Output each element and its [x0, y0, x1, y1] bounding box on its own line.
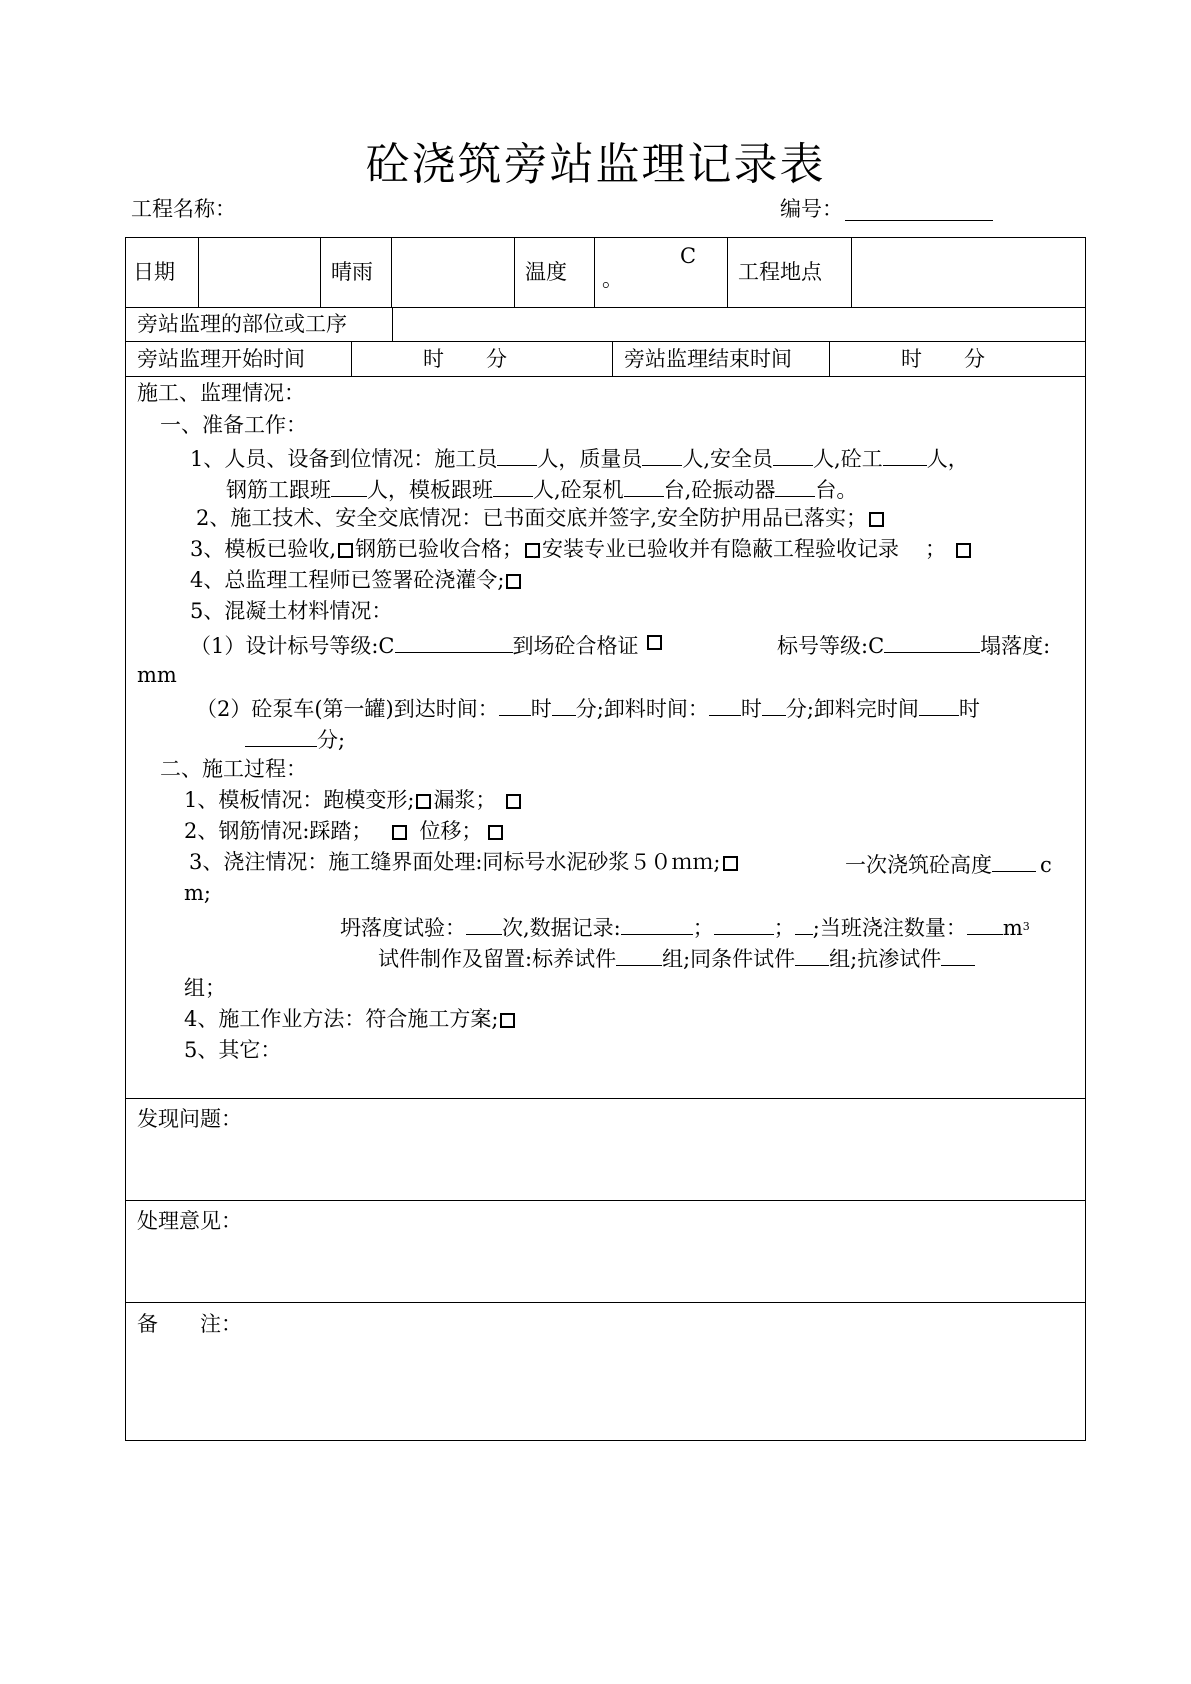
location-label: 工程地点	[738, 260, 822, 284]
pump-arrival-line-2: 分;	[245, 724, 345, 753]
temperature-unit-c: C	[680, 244, 697, 268]
issues-found-field[interactable]	[127, 1136, 1083, 1198]
rebar-situation-line: 2、钢筋情况:踩踏； 位移；	[184, 818, 505, 844]
page-title: 砼浇筑旁站监理记录表	[365, 139, 826, 190]
supervision-part-field[interactable]	[394, 309, 1083, 339]
start-time-field[interactable]: 时 分	[423, 347, 507, 371]
pouring-situation-line: 3、浇注情况：施工缝界面处理:同标号水泥砂浆５０ｍｍ;	[189, 849, 740, 875]
section-process-heading: 二、施工过程：	[160, 757, 307, 781]
personnel-line-2: 钢筋工跟班 人，模板跟班 人,砼泵机 台,砼振动器 台。	[226, 474, 857, 503]
specimen-unit: 组；	[184, 976, 226, 1000]
end-time-label: 旁站监理结束时间	[624, 347, 792, 371]
blank-rebar-worker-count[interactable]	[331, 474, 367, 497]
handling-opinion-field[interactable]	[127, 1238, 1083, 1300]
blank-pour-height[interactable]	[992, 849, 1036, 872]
weather-field[interactable]	[393, 239, 512, 305]
blank-slump-test-count[interactable]	[466, 912, 502, 935]
formwork-situation-line: 1、模板情况：跑模变形; 漏浆；	[184, 787, 523, 813]
blank-unload-end-minute[interactable]	[245, 724, 317, 747]
grade-slump-line: 标号等级:C 塌落度:	[777, 630, 1050, 659]
pour-height-unit: m;	[184, 881, 211, 905]
situation-heading: 施工、监理情况：	[137, 381, 305, 405]
number-field[interactable]	[845, 220, 993, 221]
pump-arrival-line: （2）砼泵车(第一罐)到达时间： 时 分;卸料时间： 时 分;卸料完时间 时	[196, 693, 980, 722]
technical-briefing-checkbox[interactable]	[869, 512, 884, 527]
blank-data-record-2[interactable]	[714, 912, 774, 935]
pouring-order-checkbox[interactable]	[506, 574, 521, 589]
issues-found-label: 发现问题：	[137, 1107, 242, 1131]
blank-constructor-count[interactable]	[497, 443, 537, 466]
installation-accepted-checkbox[interactable]	[956, 543, 971, 558]
construction-method-checkbox[interactable]	[500, 1013, 515, 1028]
others-label: 5、其它：	[184, 1038, 282, 1062]
handling-opinion-label: 处理意见：	[137, 1209, 242, 1233]
blank-formwork-worker-count[interactable]	[493, 474, 533, 497]
design-grade-line: （1）设计标号等级:C 到场砼合格证	[190, 630, 639, 659]
technical-briefing-line: 2、施工技术、安全交底情况：已书面交底并签字,安全防护用品已落实；	[196, 505, 886, 531]
blank-pump-count[interactable]	[624, 474, 664, 497]
temperature-degree-mark: 。	[602, 267, 623, 291]
slump-unit: mm	[137, 663, 177, 687]
project-name-label: 工程名称：	[131, 197, 236, 221]
displacement-checkbox[interactable]	[488, 825, 503, 840]
date-label: 日期	[133, 260, 175, 284]
blank-standard-specimen-count[interactable]	[616, 943, 662, 966]
formwork-accepted-checkbox[interactable]	[338, 543, 353, 558]
blank-unload-hour[interactable]	[709, 693, 741, 716]
end-time-field[interactable]: 时 分	[901, 347, 985, 371]
blank-unload-end-hour[interactable]	[919, 693, 959, 716]
remarks-field[interactable]	[127, 1341, 1083, 1438]
grout-leak-checkbox[interactable]	[506, 794, 521, 809]
number-label: 编号：	[780, 197, 843, 221]
blank-delivered-grade[interactable]	[884, 630, 980, 653]
blank-data-record-3[interactable]	[795, 912, 813, 935]
start-time-label: 旁站监理开始时间	[137, 347, 305, 371]
temperature-label: 温度	[525, 260, 567, 284]
location-field[interactable]	[853, 239, 1083, 305]
concrete-material-heading: 5、混凝土材料情况：	[190, 599, 393, 623]
personnel-line-1: 1、人员、设备到位情况：施工员 人，质量员 人,安全员 人,砼工 人，	[190, 443, 969, 472]
blank-safety-count[interactable]	[773, 443, 813, 466]
blank-same-condition-specimen-count[interactable]	[795, 943, 829, 966]
formwork-deformation-checkbox[interactable]	[416, 794, 431, 809]
joint-treatment-checkbox[interactable]	[723, 856, 738, 871]
certificate-checkbox[interactable]	[647, 635, 662, 650]
blank-quality-count[interactable]	[642, 443, 682, 466]
blank-pour-quantity[interactable]	[967, 912, 1003, 935]
trampling-checkbox[interactable]	[392, 825, 407, 840]
specimen-line: 试件制作及留置:标养试件 组;同条件试件 组;抗渗试件	[378, 943, 975, 972]
blank-data-record-1[interactable]	[621, 912, 693, 935]
blank-arrival-minute[interactable]	[552, 693, 576, 716]
blank-impermeability-specimen-count[interactable]	[941, 943, 975, 966]
remarks-label: 备 注：	[137, 1312, 242, 1336]
weather-label: 晴雨	[331, 260, 373, 284]
blank-unload-minute[interactable]	[762, 693, 786, 716]
blank-arrival-hour[interactable]	[499, 693, 531, 716]
blank-vibrator-count[interactable]	[775, 474, 815, 497]
supervision-part-label: 旁站监理的部位或工序	[137, 312, 347, 336]
rebar-accepted-checkbox[interactable]	[525, 543, 540, 558]
pouring-order-line: 4、总监理工程师已签署砼浇灌令;	[190, 567, 523, 593]
pour-height-line: 一次浇筑砼高度 c	[845, 849, 1052, 878]
acceptance-line: 3、模板已验收, 钢筋已验收合格； 安装专业已验收并有隐蔽工程验收记录 ；	[190, 536, 973, 562]
blank-design-grade[interactable]	[395, 630, 513, 653]
construction-method-line: 4、施工作业方法：符合施工方案;	[184, 1006, 517, 1032]
section-preparation-heading: 一、准备工作：	[160, 413, 307, 437]
blank-concrete-worker-count[interactable]	[883, 443, 927, 466]
slump-test-line: 坍落度试验： 次,数据记录: ； ； ;当班浇注数量： $m^3$	[340, 912, 1030, 941]
date-field[interactable]	[200, 239, 318, 305]
